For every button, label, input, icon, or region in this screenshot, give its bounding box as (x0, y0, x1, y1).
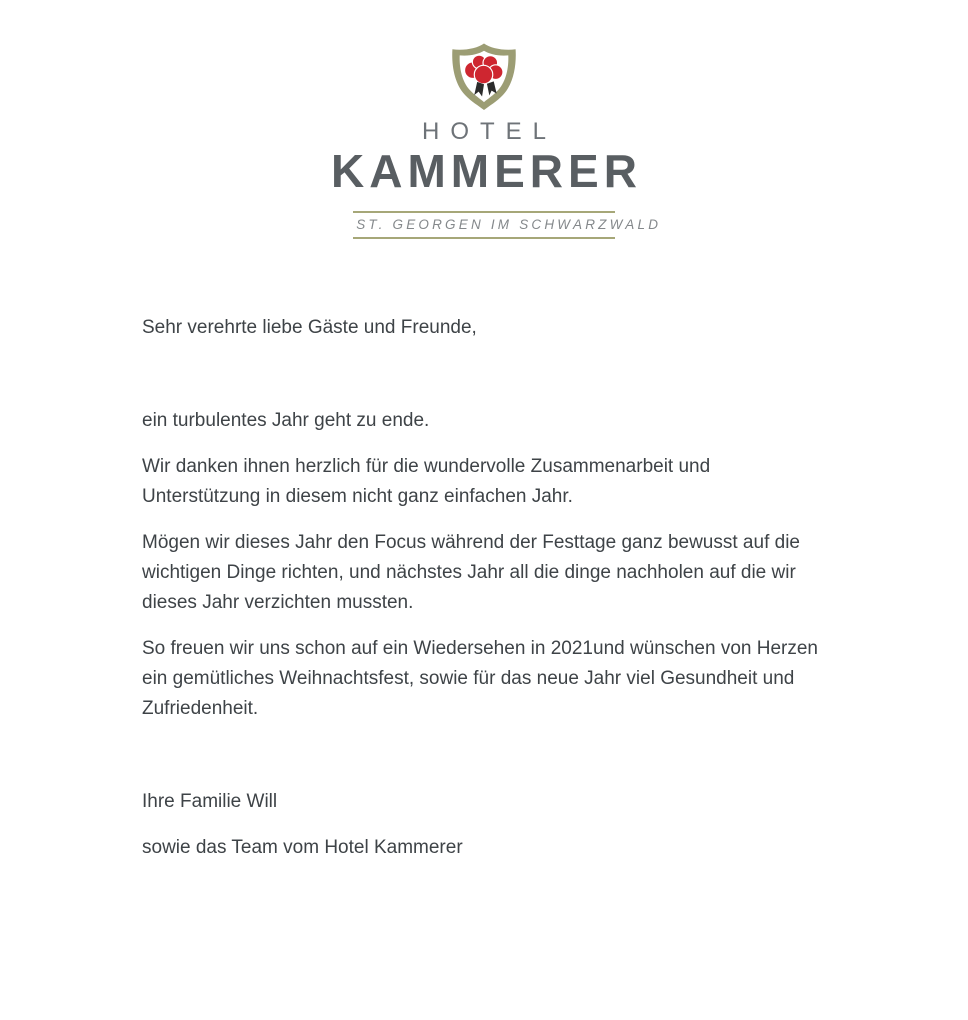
logo-tagline (353, 211, 662, 239)
letter-paragraph: So freuen wir uns schon auf ein Wiedersehen in 2021und wünschen von Herzen ein gemütliches Weihnachtsfest, sowie für das neue Jahr viel Gesundheit und Zufriedenheit. (142, 638, 818, 719)
logo-hotel-word: HOTEL (421, 118, 557, 145)
hotel-logo (0, 0, 968, 239)
signature-line: Ihre Familie Will (142, 791, 278, 812)
hotel-crest-icon (446, 42, 522, 112)
letter-paragraph: Wir danken ihnen herzlich für die wundervolle Zusammenarbeit und Unterstützung in diesem nicht ganz einfachen Jahr. (142, 456, 711, 507)
signature-line: sowie das Team vom Hotel Kammerer (142, 837, 463, 858)
letter-body (142, 239, 832, 863)
tagline-text: ST. GEORGEN IM SCHWARZWALD (356, 217, 662, 232)
logo-hotel-name: KAMMERER (331, 145, 642, 197)
letter-paragraph: Mögen wir dieses Jahr den Focus während der Festtage ganz bewusst auf die wichtigen Dinge richten, und nächstes Jahr all die dinge nachholen auf die wir dieses Jahr verzichten mussten. (142, 532, 800, 613)
letter-paragraph: ein turbulentes Jahr geht zu ende. (142, 410, 430, 431)
salutation: Sehr verehrte liebe Gäste und Freunde, (142, 317, 477, 338)
